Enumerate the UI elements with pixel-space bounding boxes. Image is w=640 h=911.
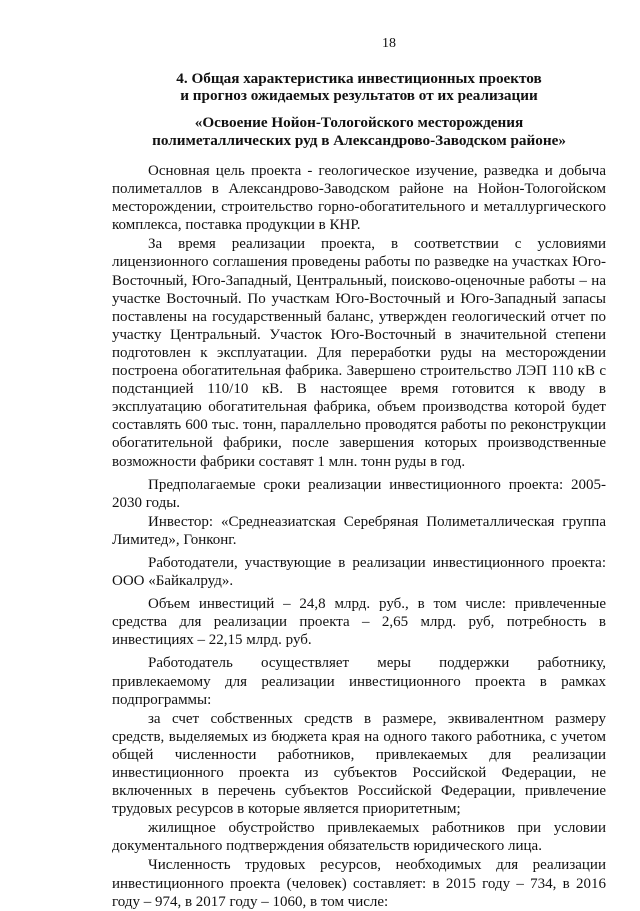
paragraph-employers: Работодатели, участвующие в реализации инвестиционного проекта: ООО «Байкалруд». (112, 554, 606, 590)
paragraph-own-funds: за счет собственных средств в размере, эквивалентном размеру средств, выделяемых из бюджета края на одного такого работника, с учетом общей численности работников, привлекаемых для реализации инвестиционного проекта из субъектов Российской Федерации, не включенных в перечень субъектов Российской Федерации, привлечение трудовых ресурсов в которые является приоритетным; (112, 710, 606, 818)
paragraph-progress: За время реализации проекта, в соответствии с условиями лицензионного соглашения проведены работы по разведке на участках Юго-Восточный, Юго-Западный, Центральный, поисково-оценочные работы – на участке Восточный. По участкам Юго-Восточный и Юго-Западный запасы поставлены на государственный баланс, утвержден геологический отчет по участку Центральный. Участок Юго-Восточный в значительной степени подготовлен к эксплуатации. Для переработки руды на месторождении построена обогатительная фабрика. Завершено строительство ЛЭП 110 кВ с подстанцией 110/10 кВ. В настоящее время готовится к вводу в эксплуатацию обогатительная фабрика, объем производства которой будет составлять 600 тыс. тонн, параллельно проводятся работы по реконструкции обогатительной фабрики, после завершения которых производственные возможности фабрики составят 1 млн. тонн руды в год. (112, 236, 606, 470)
paragraph-support-measures: Работодатель осуществляет меры поддержки работнику, привлекаемому для реализации инвестиционного проекта в рамках подпрограммы: (112, 655, 606, 708)
page-number: 18 (382, 36, 396, 51)
project-title-line-2: полиметаллических руд в Александрово-Заводском районе» (152, 132, 566, 149)
paragraph-investment-volume: Объем инвестиций – 24,8 млрд. руб., в том числе: привлеченные средства для реализации проекта – 2,65 млрд. руб, потребность в инвестициях – 22,15 млрд. руб. (112, 596, 606, 649)
paragraph-workforce: Численность трудовых ресурсов, необходимых для реализации инвестиционного проекта (человек) составляет: в 2015 году – 734, в 2016 году – 974, в 2017 году – 1060, в том числе: (112, 857, 606, 910)
project-title-line-1: «Освоение Нойон-Тологойского месторождения (194, 114, 524, 131)
project-title (112, 114, 606, 150)
paragraph-housing: жилищное обустройство привлекаемых работников при условии документального подтверждения обязательств юридического лица. (112, 820, 606, 855)
section-heading (112, 70, 606, 104)
paragraph-timeline: Предполагаемые сроки реализации инвестиционного проекта: 2005-2030 годы. (112, 476, 606, 511)
paragraph-goal: Основная цель проекта - геологическое изучение, разведка и добыча полиметаллов в Александрово-Заводском районе на Нойон-Тологойском месторождении, строительство горно-обогатительного и металлургического комплекса, поставка продукции в КНР. (112, 163, 606, 234)
section-heading-line-2: и прогноз ожидаемых результатов от их реализации (180, 87, 538, 104)
section-heading-line-1: 4. Общая характеристика инвестиционных проектов (176, 70, 542, 87)
paragraph-investor: Инвестор: «Среднеазиатская Серебряная Полиметаллическая группа Лимитед», Гонконг. (112, 513, 606, 548)
